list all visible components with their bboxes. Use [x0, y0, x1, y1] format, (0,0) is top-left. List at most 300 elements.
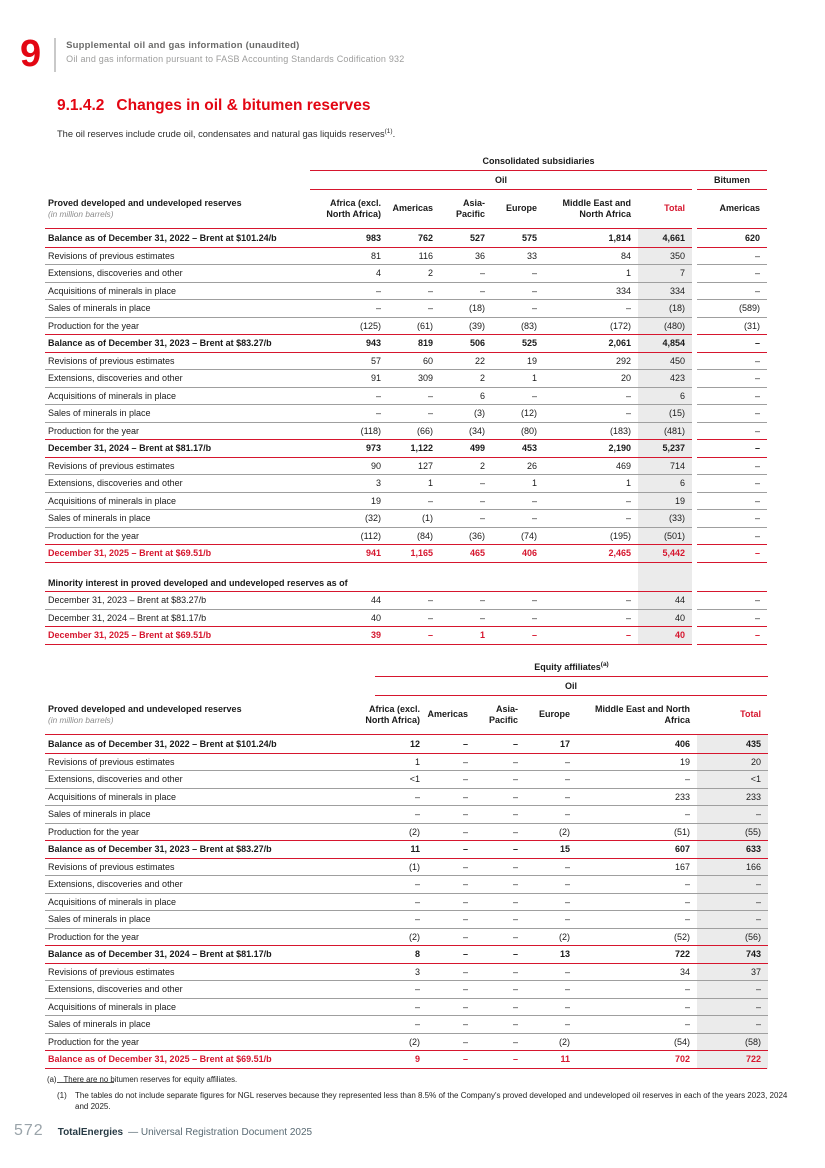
table-row	[45, 875, 767, 893]
cell-total: 350	[669, 250, 685, 261]
cell-mena: 722	[674, 949, 690, 960]
cell-europe: 11	[560, 1054, 570, 1065]
table-row	[45, 945, 767, 963]
cell-asia-pacific: –	[512, 896, 518, 907]
table-closing-rule	[45, 562, 767, 564]
group-header-oil: Oil	[375, 679, 767, 696]
cell-bitumen-americas: (589)	[738, 303, 760, 314]
table-row	[45, 823, 767, 841]
table1-rows	[45, 229, 767, 562]
cell-total: 233	[745, 791, 761, 802]
cell-total: (15)	[668, 408, 685, 419]
cell-europe: –	[531, 513, 537, 524]
cell-africa: (2)	[409, 931, 420, 942]
cell-americas: 309	[417, 373, 433, 384]
cell-europe: (2)	[559, 1036, 570, 1047]
cell-total: <1	[750, 774, 761, 785]
cell-africa: 8	[414, 949, 420, 960]
cell-asia-pacific: –	[512, 1054, 518, 1065]
cell-europe: –	[564, 966, 570, 977]
table-row	[45, 626, 767, 644]
cell-africa: (2)	[409, 826, 420, 837]
cell-asia-pacific: –	[512, 861, 518, 872]
table-row	[45, 404, 767, 422]
cell-europe: –	[564, 914, 570, 925]
row-label: Sales of minerals in place	[48, 303, 151, 314]
cell-africa: 90	[370, 460, 381, 471]
cell-asia-pacific: –	[512, 984, 518, 995]
col-header-europe: Europe	[538, 709, 570, 720]
cell-mena: 702	[674, 1054, 690, 1065]
cell-bitumen-americas: –	[754, 595, 760, 606]
cell-total: –	[755, 809, 761, 820]
table-row	[45, 544, 767, 562]
cell-europe: 26	[526, 460, 537, 471]
cell-europe: 525	[521, 338, 537, 349]
cell-europe: –	[531, 390, 537, 401]
row-header-title: Proved developed and undeveloped reserves	[48, 704, 242, 715]
row-label: Extensions, discoveries and other	[48, 373, 183, 384]
cell-asia-pacific: –	[479, 478, 485, 489]
cell-mena: (51)	[673, 826, 690, 837]
cell-africa: 9	[414, 1054, 420, 1065]
table-row	[45, 788, 767, 806]
cell-europe: –	[564, 861, 570, 872]
cell-mena: –	[625, 595, 631, 606]
cell-africa: (125)	[359, 320, 381, 331]
section-number: 9.1.4.2	[57, 97, 105, 114]
cell-bitumen-americas: –	[754, 548, 760, 559]
table-row	[45, 980, 767, 998]
cell-africa: 983	[365, 233, 381, 244]
cell-mena: –	[625, 513, 631, 524]
cell-africa: 11	[410, 844, 420, 855]
cell-africa: –	[414, 1001, 420, 1012]
table-row	[45, 910, 767, 928]
cell-africa: 91	[370, 373, 381, 384]
cell-asia-pacific: –	[512, 774, 518, 785]
cell-mena: –	[684, 1001, 690, 1012]
table-row	[45, 893, 767, 911]
table-row	[45, 352, 767, 370]
cell-asia-pacific: 1	[479, 630, 485, 641]
group-header-consolidated-subsidiaries: Consolidated subsidiaries	[310, 156, 767, 171]
intro-period: .	[392, 129, 396, 140]
row-label: Revisions of previous estimates	[48, 355, 175, 366]
cell-bitumen-americas: –	[754, 443, 760, 454]
cell-africa: 943	[365, 338, 381, 349]
cell-total: 722	[745, 1054, 761, 1065]
table-closing-rule	[45, 1068, 767, 1070]
cell-asia-pacific: –	[512, 879, 518, 890]
col-header-total: Total	[664, 203, 685, 214]
cell-americas: –	[462, 1054, 468, 1065]
cell-africa: (112)	[360, 530, 381, 541]
col-header-americas: Americas	[392, 203, 433, 214]
cell-total: 6	[679, 390, 685, 401]
col-header-africa: Africa (excl. North Africa)	[326, 198, 381, 219]
cell-total: 37	[750, 966, 761, 977]
column-header-row	[45, 698, 767, 735]
table-closing-rule	[45, 644, 767, 646]
intro-paragraph	[57, 128, 825, 139]
cell-mena: 1	[625, 478, 631, 489]
row-label: December 31, 2023 – Brent at $83.27/b	[48, 595, 207, 606]
cell-total: 5,442	[662, 548, 685, 559]
cell-total: (55)	[744, 826, 761, 837]
cell-europe: (83)	[520, 320, 537, 331]
table-row	[45, 457, 767, 475]
cell-africa: 4	[375, 268, 381, 279]
cell-americas: –	[462, 984, 468, 995]
cell-americas: –	[427, 408, 433, 419]
cell-mena: –	[625, 495, 631, 506]
cell-africa: <1	[409, 774, 420, 785]
cell-mena: –	[625, 390, 631, 401]
cell-asia-pacific: –	[479, 612, 485, 623]
cell-americas: –	[462, 809, 468, 820]
row-header-block	[45, 704, 363, 725]
cell-asia-pacific: –	[512, 949, 518, 960]
row-label: Acquisitions of minerals in place	[48, 495, 177, 506]
page-number: 572	[14, 1122, 44, 1139]
cell-europe: (74)	[520, 530, 537, 541]
cell-asia-pacific: –	[479, 285, 485, 296]
cell-asia-pacific: 36	[474, 250, 485, 261]
cell-americas: 60	[422, 355, 433, 366]
row-label: Extensions, discoveries and other	[48, 268, 183, 279]
cell-total: (56)	[744, 931, 761, 942]
page-footer	[14, 1122, 312, 1140]
footnote-1-marker: (1)	[57, 1091, 67, 1100]
row-header-block	[45, 198, 310, 219]
cell-total: 7	[679, 268, 685, 279]
row-label: Sales of minerals in place	[48, 914, 151, 925]
table-row	[45, 1015, 767, 1033]
cell-americas: 2	[427, 268, 433, 279]
cell-total: 40	[674, 630, 685, 641]
section-heading	[57, 97, 825, 115]
row-label: Balance as of December 31, 2023 – Brent at $83.27/b	[48, 338, 272, 349]
cell-total: –	[755, 914, 761, 925]
cell-mena: 20	[620, 373, 631, 384]
cell-mena: 334	[615, 285, 631, 296]
cell-americas: 116	[418, 250, 433, 261]
cell-europe: 15	[559, 844, 570, 855]
table-row	[45, 229, 767, 247]
cell-total: –	[755, 1019, 761, 1030]
row-label: Sales of minerals in place	[48, 809, 151, 820]
vertical-divider	[54, 38, 56, 72]
cell-asia-pacific: 22	[474, 355, 485, 366]
row-label: Acquisitions of minerals in place	[48, 285, 177, 296]
cell-mena: (54)	[673, 1036, 690, 1047]
group-header-equity-affiliates	[375, 661, 768, 677]
cell-asia-pacific: (18)	[468, 303, 485, 314]
cell-americas: –	[462, 1036, 468, 1047]
cell-total: –	[755, 1001, 761, 1012]
cell-total: 714	[669, 460, 685, 471]
cell-americas: –	[462, 966, 468, 977]
cell-americas: –	[427, 285, 433, 296]
cell-americas: 127	[417, 460, 433, 471]
cell-mena: 292	[615, 355, 631, 366]
cell-mena: 607	[674, 844, 690, 855]
cell-total: (18)	[668, 303, 685, 314]
group-header-bitumen: Bitumen	[697, 173, 767, 190]
cell-americas: –	[427, 595, 433, 606]
cell-europe: 33	[526, 250, 537, 261]
table-row	[45, 369, 767, 387]
cell-africa: 57	[370, 355, 381, 366]
cell-americas: –	[462, 1001, 468, 1012]
cell-europe: (2)	[559, 826, 570, 837]
cell-americas: –	[462, 756, 468, 767]
table-row	[45, 1033, 767, 1051]
consolidated-subsidiaries-table	[45, 156, 767, 645]
cell-americas: –	[462, 826, 468, 837]
cell-africa: –	[375, 285, 381, 296]
cell-americas: (1)	[422, 513, 433, 524]
cell-asia-pacific: –	[512, 966, 518, 977]
cell-mena: 1	[625, 268, 631, 279]
cell-europe: –	[531, 612, 537, 623]
equity-affiliates-table	[45, 661, 767, 1069]
table2-body	[45, 735, 767, 1069]
cell-bitumen-americas: –	[754, 478, 760, 489]
product-group-row	[310, 173, 767, 190]
cell-total: 743	[745, 949, 761, 960]
table-row	[45, 609, 767, 627]
cell-europe: 1	[531, 478, 537, 489]
cell-europe: –	[531, 630, 537, 641]
col-header-europe: Europe	[505, 203, 537, 214]
cell-africa: 81	[370, 250, 381, 261]
cell-americas: –	[427, 390, 433, 401]
table-row	[45, 509, 767, 527]
row-label: Revisions of previous estimates	[48, 966, 175, 977]
table2-rows	[45, 735, 767, 1068]
cell-americas: –	[462, 914, 468, 925]
cell-total: –	[755, 984, 761, 995]
cell-europe: –	[531, 495, 537, 506]
col-header-mena: Middle East and North Africa	[562, 198, 631, 219]
cell-americas: –	[462, 931, 468, 942]
cell-mena: (172)	[609, 320, 631, 331]
cell-americas: (61)	[416, 320, 433, 331]
cell-africa: 40	[370, 612, 381, 623]
row-label: Balance as of December 31, 2022 – Brent at $101.24/b	[48, 739, 277, 750]
row-label: December 31, 2024 – Brent at $81.17/b	[48, 443, 212, 454]
row-label: Production for the year	[48, 1036, 140, 1047]
cell-europe: –	[564, 809, 570, 820]
cell-africa: 19	[370, 495, 381, 506]
cell-total: 20	[750, 756, 761, 767]
cell-mena: (195)	[609, 530, 631, 541]
row-label: Revisions of previous estimates	[48, 756, 175, 767]
cell-americas: 819	[417, 338, 433, 349]
cell-americas: –	[427, 630, 433, 641]
row-label: Acquisitions of minerals in place	[48, 390, 177, 401]
cell-total: (480)	[663, 320, 685, 331]
cell-bitumen-americas: –	[754, 268, 760, 279]
cell-mena: 84	[620, 250, 631, 261]
footer-brand: TotalEnergies	[57, 1127, 124, 1138]
cell-africa: (118)	[360, 425, 381, 436]
cell-asia-pacific: 465	[469, 548, 485, 559]
cell-africa: 39	[370, 630, 381, 641]
cell-bitumen-americas: –	[754, 408, 760, 419]
row-label: Revisions of previous estimates	[48, 460, 175, 471]
cell-europe: –	[564, 896, 570, 907]
cell-asia-pacific: –	[512, 1036, 518, 1047]
row-label: Acquisitions of minerals in place	[48, 896, 177, 907]
cell-mena: 19	[679, 756, 690, 767]
cell-europe: (2)	[559, 931, 570, 942]
cell-americas: –	[462, 949, 468, 960]
cell-asia-pacific: –	[512, 809, 518, 820]
col-header-mena: Middle East and North Africa	[594, 704, 690, 725]
cell-total: (58)	[744, 1036, 761, 1047]
cell-mena: –	[684, 809, 690, 820]
minority-rows	[45, 591, 767, 644]
cell-mena: –	[684, 774, 690, 785]
cell-asia-pacific: –	[512, 931, 518, 942]
cell-africa: –	[414, 879, 420, 890]
col-header-africa: Africa (excl. North Africa)	[365, 704, 420, 725]
chapter-header-text	[66, 36, 404, 64]
table-row	[45, 282, 767, 300]
cell-bitumen-americas: 620	[744, 233, 760, 244]
table-row	[45, 422, 767, 440]
row-label: Sales of minerals in place	[48, 1019, 151, 1030]
cell-africa: (1)	[409, 861, 420, 872]
cell-asia-pacific: –	[512, 1019, 518, 1030]
cell-africa: –	[414, 1019, 420, 1030]
cell-europe: –	[531, 595, 537, 606]
cell-africa: –	[414, 984, 420, 995]
cell-total: 166	[745, 861, 761, 872]
cell-asia-pacific: –	[512, 1001, 518, 1012]
row-label: Extensions, discoveries and other	[48, 774, 183, 785]
cell-africa: 973	[365, 443, 381, 454]
cell-africa: –	[414, 914, 420, 925]
row-label: Sales of minerals in place	[48, 408, 151, 419]
table-row	[45, 247, 767, 265]
cell-asia-pacific: –	[512, 791, 518, 802]
cell-europe: 13	[559, 949, 570, 960]
cell-asia-pacific: (39)	[468, 320, 485, 331]
row-header-unit: (in million barrels)	[48, 209, 114, 220]
cell-total: (481)	[663, 425, 685, 436]
cell-asia-pacific: 527	[469, 233, 485, 244]
cell-americas: –	[462, 774, 468, 785]
cell-europe: (80)	[520, 425, 537, 436]
row-label: December 31, 2024 – Brent at $81.17/b	[48, 612, 207, 623]
group-header-text: Equity affiliates	[534, 662, 601, 673]
cell-total: 6	[679, 478, 685, 489]
row-label: December 31, 2025 – Brent at $69.51/b	[48, 630, 212, 641]
cell-americas: (66)	[416, 425, 433, 436]
chapter-subtitle: Oil and gas information pursuant to FASB Accounting Standards Codification 932	[66, 54, 405, 64]
cell-mena: 2,190	[608, 443, 631, 454]
table-row	[45, 334, 767, 352]
chapter-number: 9	[20, 33, 42, 75]
cell-total: 5,237	[662, 443, 685, 454]
cell-asia-pacific: –	[479, 595, 485, 606]
cell-asia-pacific: –	[479, 495, 485, 506]
table-row	[45, 770, 767, 788]
footnote-1	[57, 1082, 792, 1113]
chapter-header	[0, 0, 825, 75]
table-row	[45, 317, 767, 335]
table-row	[45, 591, 767, 609]
table1-header	[45, 156, 767, 229]
cell-europe: 17	[559, 739, 570, 750]
cell-africa: 12	[409, 739, 420, 750]
col-header-bitumen-americas: Americas	[719, 203, 760, 214]
table-row	[45, 928, 767, 946]
cell-europe: –	[564, 791, 570, 802]
cell-asia-pacific: 6	[479, 390, 485, 401]
cell-bitumen-americas: –	[754, 285, 760, 296]
cell-asia-pacific: 2	[479, 460, 485, 471]
cell-europe: –	[564, 984, 570, 995]
table-row	[45, 1050, 767, 1068]
row-label: Balance as of December 31, 2023 – Brent at $83.27/b	[48, 844, 272, 855]
cell-europe: 1	[531, 373, 537, 384]
table-row	[45, 299, 767, 317]
table-row	[45, 735, 767, 753]
cell-bitumen-americas: –	[754, 460, 760, 471]
table-row	[45, 387, 767, 405]
cell-bitumen-americas: –	[754, 338, 760, 349]
row-label: Production for the year	[48, 530, 140, 541]
cell-bitumen-americas: –	[754, 425, 760, 436]
cell-bitumen-americas: –	[754, 630, 760, 641]
cell-bitumen-americas: –	[754, 373, 760, 384]
cell-americas: –	[427, 612, 433, 623]
chapter-title: Supplemental oil and gas information (unaudited)	[66, 40, 300, 51]
table-row	[45, 998, 767, 1016]
cell-asia-pacific: 2	[479, 373, 485, 384]
cell-mena: 1,814	[608, 233, 631, 244]
cell-africa: –	[375, 408, 381, 419]
row-header-title: Proved developed and undeveloped reserves	[48, 198, 242, 209]
cell-africa: –	[414, 791, 420, 802]
cell-americas: –	[462, 896, 468, 907]
row-label: Extensions, discoveries and other	[48, 478, 183, 489]
group-header-oil: Oil	[310, 173, 692, 190]
row-header-unit: (in million barrels)	[48, 715, 114, 726]
row-label: Balance as of December 31, 2024 – Brent at $81.17/b	[48, 949, 272, 960]
cell-europe: –	[531, 303, 537, 314]
cell-americas: –	[462, 791, 468, 802]
cell-europe: –	[564, 756, 570, 767]
cell-mena: –	[625, 612, 631, 623]
cell-europe: –	[564, 1001, 570, 1012]
cell-americas: 1	[427, 478, 433, 489]
cell-asia-pacific: –	[512, 756, 518, 767]
cell-total: (501)	[663, 530, 685, 541]
row-label: Sales of minerals in place	[48, 513, 151, 524]
table-row	[45, 264, 767, 282]
cell-americas: 1,165	[410, 548, 433, 559]
cell-mena: 406	[674, 739, 690, 750]
table-row	[45, 753, 767, 771]
footnote-ref-1: (1)	[384, 128, 393, 135]
cell-africa: 44	[370, 595, 381, 606]
